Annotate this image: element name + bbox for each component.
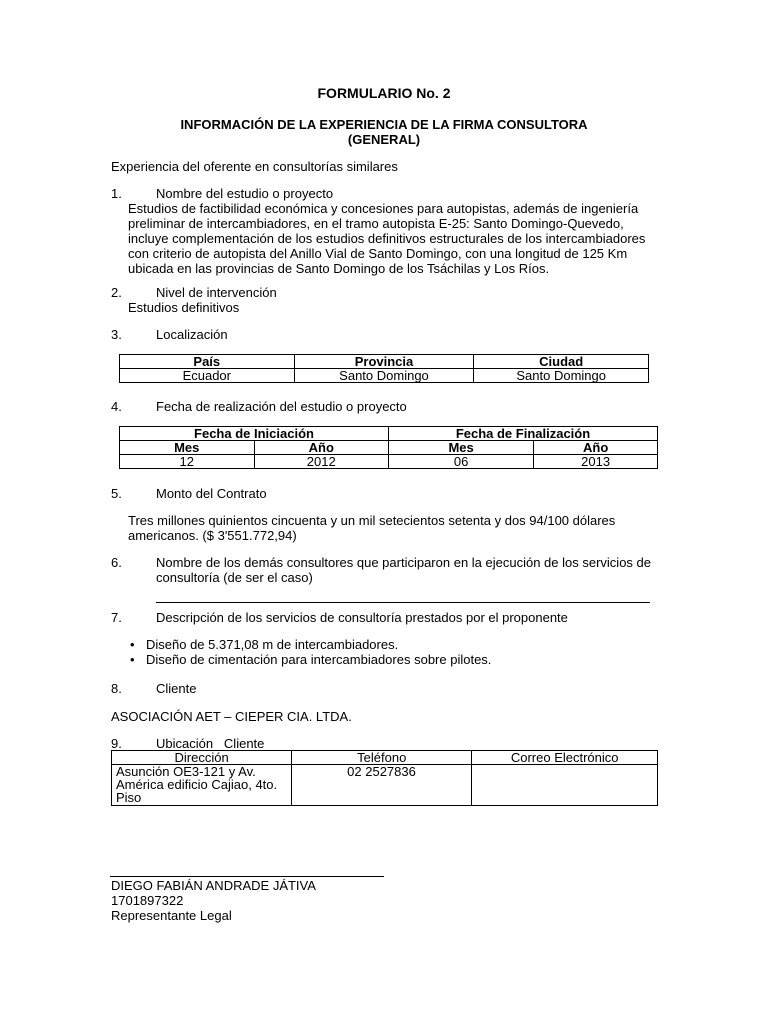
dates-subheader-start-year: Año — [254, 441, 389, 455]
services-list — [128, 637, 648, 667]
section-2-text: Estudios definitivos — [128, 300, 240, 315]
location-header-city: Ciudad — [474, 355, 649, 369]
section-1-number: 1. — [111, 186, 122, 201]
dates-subheader-end-year: Año — [534, 441, 658, 455]
client-address-line: Piso — [116, 790, 142, 805]
consultants-blank-line — [156, 602, 650, 603]
location-header-country: País — [120, 355, 295, 369]
section-7-number: 7. — [111, 610, 122, 625]
subtitle-line-2: (GENERAL) — [347, 132, 421, 147]
location-city: Santo Domingo — [474, 369, 649, 383]
client-address — [112, 765, 292, 806]
client-header-email: Correo Electrónico — [472, 751, 658, 765]
dates-header-start: Fecha de Iniciación — [120, 427, 389, 441]
section-1-text — [128, 201, 658, 276]
section-8-number: 8. — [111, 681, 122, 696]
signer-id: 1701897322 — [111, 893, 184, 908]
signature-block — [111, 878, 316, 923]
form-title: FORMULARIO No. 2 — [317, 85, 451, 101]
section-8-label: Cliente — [156, 681, 197, 696]
section-5-label: Monto del Contrato — [156, 486, 267, 501]
client-header-address: Dirección — [112, 751, 292, 765]
section-9-label: Ubicación Cliente — [156, 736, 265, 751]
location-header-province: Provincia — [294, 355, 474, 369]
section-6-line: consultoría (de ser el caso) — [156, 570, 313, 585]
list-item: • Diseño de cimentación para intercambiadores sobre pilotes. — [128, 652, 648, 667]
client-table — [111, 750, 658, 806]
section-5-number: 5. — [111, 486, 122, 501]
location-table — [119, 354, 649, 383]
dates-header-end: Fecha de Finalización — [389, 427, 658, 441]
intro-text: Experiencia del oferente en consultorías similares — [111, 159, 398, 174]
section-7-label: Descripción de los servicios de consultoría prestados por el proponente — [156, 610, 568, 625]
section-4-number: 4. — [111, 399, 122, 414]
dates-start-month: 12 — [120, 455, 255, 469]
section-1-line: con criterio de autopista del Anillo Vial de Santo Domingo, con una longitud de 125 Km — [128, 246, 628, 261]
section-1-line: ubicada en las provincias de Santo Domingo de los Tsáchilas y Los Ríos. — [128, 261, 550, 276]
client-phone: 02 2527836 — [292, 765, 472, 806]
section-1-line: preliminar de intercambiadores, en el tramo autopista E-25: Santo Domingo-Quevedo, — [128, 216, 624, 231]
signature-line — [110, 876, 384, 877]
dates-end-year: 2013 — [534, 455, 658, 469]
client-email — [472, 765, 658, 806]
client-name: ASOCIACIÓN AET – CIEPER CIA. LTDA. — [111, 709, 352, 724]
dates-subheader-end-month: Mes — [389, 441, 534, 455]
section-5-text — [128, 513, 658, 543]
signer-name: DIEGO FABIÁN ANDRADE JÁTIVA — [111, 878, 316, 893]
section-6-label — [156, 555, 656, 585]
section-6-number: 6. — [111, 555, 122, 570]
dates-end-month: 06 — [389, 455, 534, 469]
dates-table — [119, 426, 658, 469]
section-2-label: Nivel de intervención — [156, 285, 277, 300]
location-province: Santo Domingo — [294, 369, 474, 383]
client-address-line: América edificio Cajiao, 4to. — [116, 777, 278, 792]
section-3-label: Localización — [156, 327, 228, 342]
section-5-line: americanos. ($ 3'551.772,94) — [128, 528, 297, 543]
list-item: • Diseño de 5.371,08 m de intercambiadores. — [128, 637, 648, 652]
subtitle-line-1: INFORMACIÓN DE LA EXPERIENCIA DE LA FIRMA CONSULTORA — [180, 117, 588, 132]
section-4-label: Fecha de realización del estudio o proyecto — [156, 399, 407, 414]
dates-subheader-start-month: Mes — [120, 441, 255, 455]
section-6-line: Nombre de los demás consultores que participaron en la ejecución de los servicios de — [156, 555, 651, 570]
section-1-line: incluye complementación de los estudios definitivos estructurales de los intercambiadores — [128, 231, 646, 246]
location-country: Ecuador — [120, 369, 295, 383]
section-3-number: 3. — [111, 327, 122, 342]
section-2-number: 2. — [111, 285, 122, 300]
signer-role: Representante Legal — [111, 908, 232, 923]
section-1-label: Nombre del estudio o proyecto — [156, 186, 334, 201]
client-address-line: Asunción OE3-121 y Av. — [116, 764, 256, 779]
client-header-phone: Teléfono — [292, 751, 472, 765]
section-1-line: Estudios de factibilidad económica y concesiones para autopistas, además de ingeniería — [128, 201, 639, 216]
dates-start-year: 2012 — [254, 455, 389, 469]
section-5-line: Tres millones quinientos cincuenta y un mil setecientos setenta y dos 94/100 dólares — [128, 513, 616, 528]
section-9-number: 9. — [111, 736, 122, 751]
